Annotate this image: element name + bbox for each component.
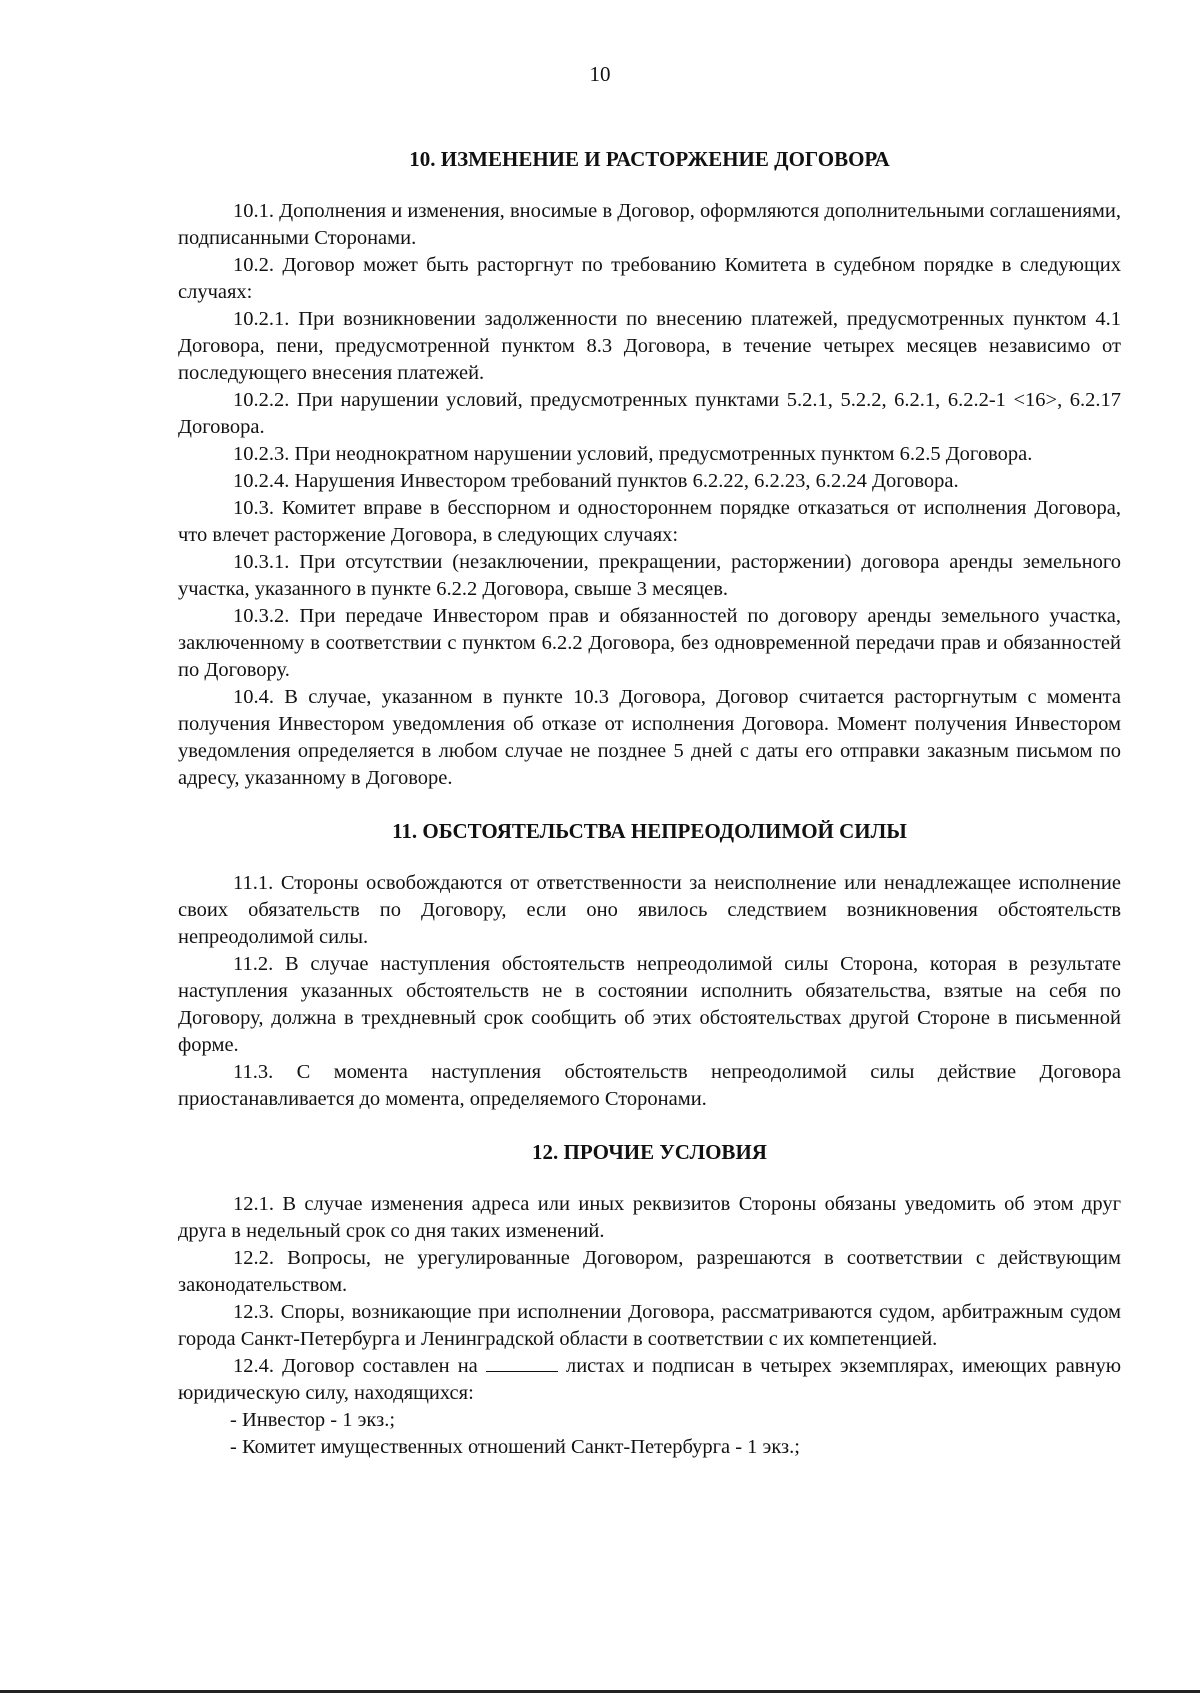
paragraph-12-1: 12.1. В случае изменения адреса или иных реквизитов Стороны обязаны уведомить об этом друг друга в недельный срок со дня таких изменений. xyxy=(178,1193,1121,1242)
paragraph-10-4: 10.4. В случае, указанном в пункте 10.3 Договора, Договор считается расторгнутым с момента получения Инвестором уведомления об отказе от исполнения Договора. Момент получения Инвестором уведомления определяется в любом случае не позднее 5 дней с даты его отправки заказным письмом по адресу, указанному в Договоре. xyxy=(178,686,1121,789)
document-body xyxy=(178,146,1121,1461)
paragraph-11-1: 11.1. Стороны освобождаются от ответственности за неисполнение или ненадлежащее исполнение своих обязательств по Договору, если оно явилось следствием возникновения обстоятельств непреодолимой силы. xyxy=(178,872,1121,948)
paragraph-10-1: 10.1. Дополнения и изменения, вносимые в Договор, оформляются дополнительными соглашениями, подписанными Сторонами. xyxy=(178,200,1121,249)
paragraph-12-2: 12.2. Вопросы, не урегулированные Договором, разрешаются в соответствии с действующим законодательством. xyxy=(178,1247,1121,1296)
paragraph-10-3-2: 10.3.2. При передаче Инвестором прав и обязанностей по договору аренды земельного участка, заключенному в соответствии с пунктом 6.2.2 Договора, без одновременной передачи прав и обязанностей по Договору. xyxy=(178,605,1121,681)
paragraph-12-3: 12.3. Споры, возникающие при исполнении Договора, рассматриваются судом, арбитражным судом города Санкт-Петербурга и Ленинградской области в соответствии с их компетенцией. xyxy=(178,1301,1121,1350)
section-title-10: 10. ИЗМЕНЕНИЕ И РАСТОРЖЕНИЕ ДОГОВОРА xyxy=(409,147,890,171)
section-title-11: 11. ОБСТОЯТЕЛЬСТВА НЕПРЕОДОЛИМОЙ СИЛЫ xyxy=(392,819,907,843)
paragraph-10-2-4: 10.2.4. Нарушения Инвестором требований пунктов 6.2.22, 6.2.23, 6.2.24 Договора. xyxy=(233,470,959,492)
list-item-committee: - Комитет имущественных отношений Санкт-Петербурга - 1 экз.; xyxy=(230,1436,800,1458)
list-item-investor: - Инвестор - 1 экз.; xyxy=(230,1409,396,1431)
section-title-12: 12. ПРОЧИЕ УСЛОВИЯ xyxy=(532,1140,767,1164)
paragraph-10-3-1: 10.3.1. При отсутствии (незаключении, прекращении, расторжении) договора аренды земельного участка, указанного в пункте 6.2.2 Договора, свыше 3 месяцев. xyxy=(178,551,1121,600)
paragraph-10-2-3: 10.2.3. При неоднократном нарушении условий, предусмотренных пунктом 6.2.5 Договора. xyxy=(233,443,1033,465)
paragraph-12-4 xyxy=(178,1353,1121,1407)
page-number: 10 xyxy=(589,62,611,86)
paragraph-11-3: 11.3. С момента наступления обстоятельств непреодолимой силы действие Договора приостанавливается до момента, определяемого Сторонами. xyxy=(178,1061,1121,1110)
paragraph-10-2-1: 10.2.1. При возникновении задолженности по внесению платежей, предусмотренных пунктом 4.1 Договора, пени, предусмотренной пунктом 8.3 Договора, в течение четырех месяцев независимо от последующего внесения платежей. xyxy=(178,308,1121,384)
bottom-edge-line xyxy=(0,1690,1200,1693)
paragraph-11-2: 11.2. В случае наступления обстоятельств непреодолимой силы Сторона, которая в результате наступления указанных обстоятельств не в состоянии исполнить обязательства, взятые на себя по Договору, должна в трехдневный срок сообщить об этих обстоятельствах другой Стороне в письменной форме. xyxy=(178,953,1121,1056)
paragraph-10-2: 10.2. Договор может быть расторгнут по требованию Комитета в судебном порядке в следующих случаях: xyxy=(178,254,1121,303)
sheet-count-blank xyxy=(486,1353,558,1372)
paragraph-10-2-2: 10.2.2. При нарушении условий, предусмотренных пунктами 5.2.1, 5.2.2, 6.2.1, 6.2.2-1 <16>, 6.2.17 Договора. xyxy=(178,389,1121,438)
paragraph-12-4-end: листах и подписан в четырех экземплярах, имеющих равную юридическую силу, находящихся: xyxy=(178,1355,1122,1404)
paragraph-10-3: 10.3. Комитет вправе в бесспорном и одностороннем порядке отказаться от исполнения Договора, что влечет расторжение Договора, в следующих случаях: xyxy=(178,497,1121,546)
paragraph-12-4-start: 12.4. Договор составлен на xyxy=(233,1355,478,1377)
